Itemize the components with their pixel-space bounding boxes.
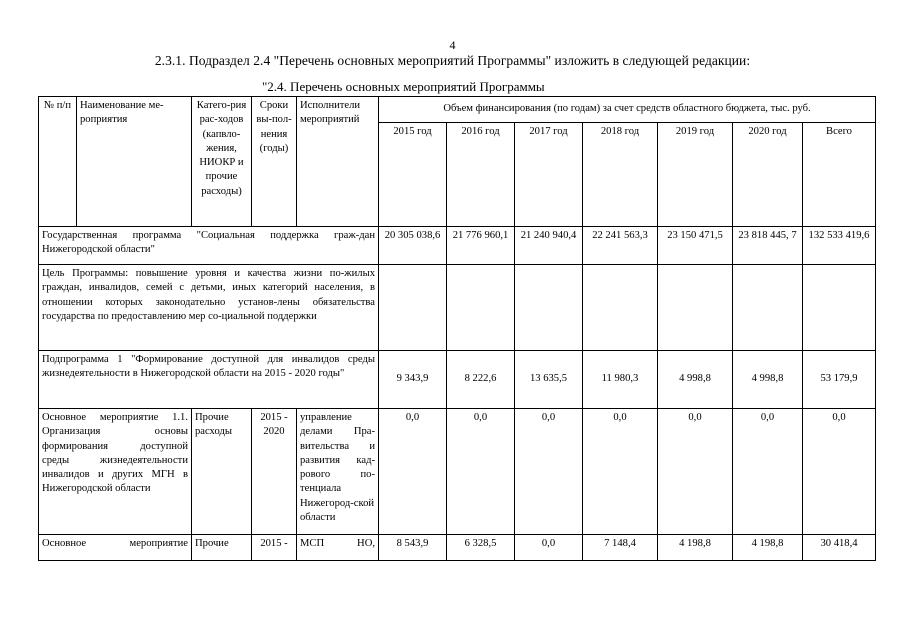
measure-1-1-executors: управление делами Пра-вительства и развития кад-рового по-тенциала Нижегород-ской области [297,409,379,535]
goal-label: Цель Программы: повышение уровня и качества жизни по-жилых граждан, инвалидов, семей с детьми, иных категорий населения, в отношении которых законодательно установ-лены обязательства государства по предоставлению мер со-циальной поддержки [39,265,379,351]
measure-next-value-2017: 0,0 [515,535,583,561]
measure-next-value-2018: 7 148,4 [583,535,658,561]
goal-empty-cell [515,265,583,351]
goal-empty-cell [379,265,447,351]
header-year-2020: 2020 год [733,123,803,227]
measure-1-1-value-total: 0,0 [803,409,876,535]
measure-1-1-value-2020: 0,0 [733,409,803,535]
header-category: Катего-рия рас-ходов (капвло-жения, НИОКР и прочие расходы) [192,97,252,227]
measure-next-executors: МСП НО, [297,535,379,561]
goal-empty-cell [803,265,876,351]
measure-1-1-value-2015: 0,0 [379,409,447,535]
table-row [39,409,876,535]
measure-1-1-value-2016: 0,0 [447,409,515,535]
measure-next-value-total: 30 418,4 [803,535,876,561]
header-year-2019: 2019 год [658,123,733,227]
program-value-2019: 23 150 471,5 [658,227,733,265]
subprogram-value-2015: 9 343,9 [379,351,447,409]
program-value-total: 132 533 419,6 [803,227,876,265]
subprogram-value-2016: 8 222,6 [447,351,515,409]
header-name: Наименование ме-роприятия [77,97,192,227]
program-value-2017: 21 240 940,4 [515,227,583,265]
measure-1-1-value-2017: 0,0 [515,409,583,535]
intro-paragraph: 2.3.1. Подраздел 2.4 "Перечень основных мероприятий Программы" изложить в следующей редакции: [154,53,751,68]
header-year-2016: 2016 год [447,123,515,227]
program-value-2020: 23 818 445, 7 [733,227,803,265]
measure-1-1-terms: 2015 - 2020 [252,409,297,535]
page-number: 4 [449,38,456,52]
header-num: № п/п [39,97,77,227]
header-terms: Сроки вы-пол-нения (годы) [252,97,297,227]
measure-1-1-value-2018: 0,0 [583,409,658,535]
subprogram-value-2019: 4 998,8 [658,351,733,409]
measure-next-value-2015: 8 543,9 [379,535,447,561]
section-title: "2.4. Перечень основных мероприятий Программы [262,79,545,94]
table-row [39,535,876,561]
subprogram-value-2017: 13 635,5 [515,351,583,409]
subprogram-value-total: 53 179,9 [803,351,876,409]
subprogram-value-2018: 11 980,3 [583,351,658,409]
measure-1-1-category: Прочие расходы [192,409,252,535]
subprogram-label: Подпрограмма 1 "Формирование доступной для инвалидов среды жизнедеятельности в Нижегородской области на 2015 - 2020 годы" [39,351,379,409]
measure-next-category: Прочие [192,535,252,561]
table-row [39,265,876,351]
measure-next-value-2016: 6 328,5 [447,535,515,561]
subprogram-value-2020: 4 998,8 [733,351,803,409]
goal-empty-cell [733,265,803,351]
header-year-2018: 2018 год [583,123,658,227]
measure-1-1-name: Основное мероприятие 1.1. Организация основы формирования доступной среды жизнедеятельности инвалидов и других МГН в Нижегородской области [39,409,192,535]
program-value-2015: 20 305 038,6 [379,227,447,265]
header-year-2017: 2017 год [515,123,583,227]
program-label: Государственная программа "Социальная поддержка граж-дан Нижегородской области" [39,227,379,265]
measures-table [38,96,876,561]
measure-next-terms: 2015 - [252,535,297,561]
goal-empty-cell [583,265,658,351]
measure-next-value-2020: 4 198,8 [733,535,803,561]
measure-next-value-2019: 4 198,8 [658,535,733,561]
header-funding: Объем финансирования (по годам) за счет средств областного бюджета, тыс. руб. [379,97,876,123]
goal-empty-cell [447,265,515,351]
header-year-2015: 2015 год [379,123,447,227]
goal-empty-cell [658,265,733,351]
header-total: Всего [803,123,876,227]
header-executors: Исполнители мероприятий [297,97,379,227]
program-value-2018: 22 241 563,3 [583,227,658,265]
measure-1-1-value-2019: 0,0 [658,409,733,535]
table-row [39,227,876,265]
measure-next-name: Основное мероприятие [39,535,192,561]
program-value-2016: 21 776 960,1 [447,227,515,265]
table-row [39,351,876,409]
